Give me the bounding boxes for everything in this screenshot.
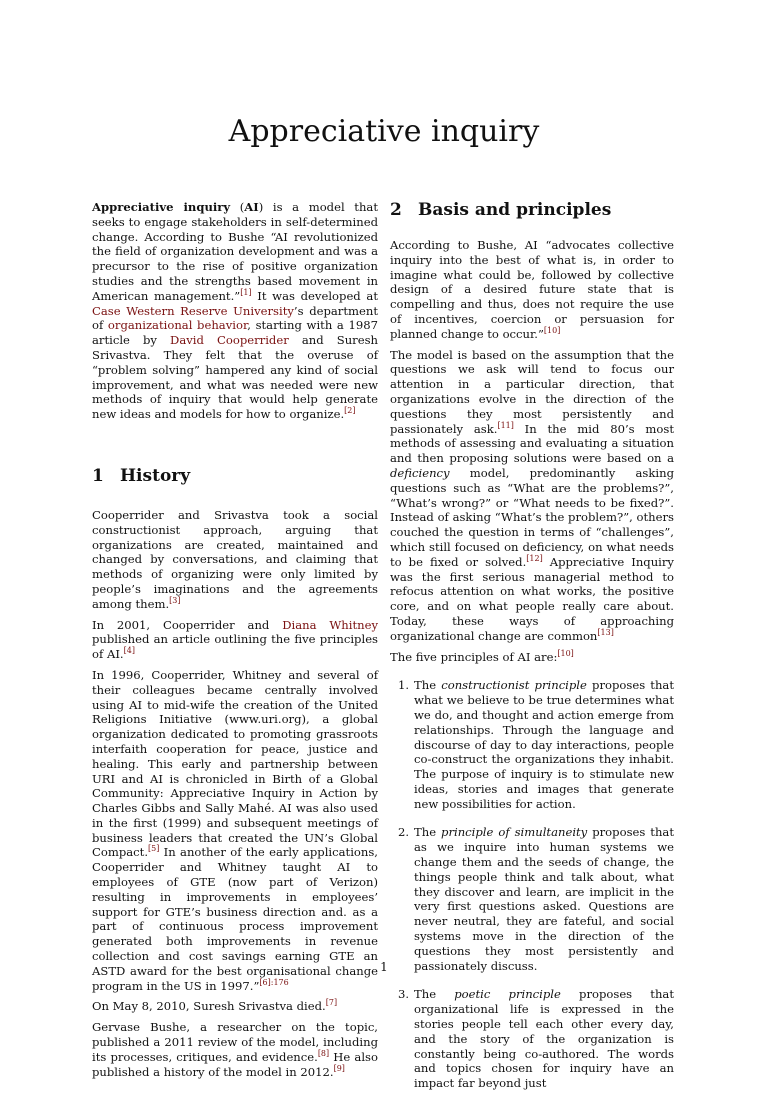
list-item-number: 2. [398, 825, 410, 840]
citation-5[interactable]: [5] [148, 844, 160, 854]
history-paragraph-3 [92, 668, 378, 994]
basis-paragraph-2 [390, 348, 674, 644]
basis-p2-text-2: In the mid 80’s most methods of assessing and evaluating a situation and then proposing solutions were based on a [390, 421, 674, 466]
list-item [390, 987, 674, 1091]
history-paragraph-1 [92, 508, 378, 612]
citation-7[interactable]: [7] [325, 998, 338, 1008]
link-diana-whitney[interactable]: Diana Whitney [282, 617, 379, 632]
basis-number: 2 [390, 200, 402, 220]
basis-p2-emphasis: deficiency [390, 465, 450, 480]
citation-1[interactable]: [1] [240, 287, 252, 297]
left-column [92, 200, 378, 1085]
citation-4[interactable]: [4] [123, 646, 135, 656]
intro-text-5: and Suresh Srivastva. They felt that the overuse of “problem solving” hampered any kind of social improvement, and what was needed were new methods of inquiry that would help generate new ideas and models for how to organize. [92, 333, 378, 422]
list-item-pre: The [414, 825, 442, 840]
citation-6[interactable]: [6]:176 [259, 977, 289, 987]
list-item-number: 1. [398, 678, 410, 693]
list-item-post: proposes that as we inquire into human systems we change them and the seeds of change, the things people think and talk about, what they discover and learn, are implicit in the very first questions asked. Questions are never neutral, they are fateful, and social systems move in the direction of the questions they most persistently and passionately discuss. [414, 825, 674, 973]
page-title: Appreciative inquiry [228, 114, 540, 149]
list-item-text [414, 678, 674, 811]
intro-text-3: ’s department of [92, 303, 378, 333]
page-number: 1 [380, 960, 388, 974]
history-number: 1 [92, 465, 104, 486]
history-paragraph-2 [92, 618, 378, 662]
basis-paragraph-3 [390, 650, 674, 665]
history-p3-text-2: In another of the early applications, Cooperrider and Whitney taught AI to employees of GTE (now part of Verizon) resulting in improvements in employees’ support for GTE’s business direction and. as a part of continuous process improvement generated both improvements in revenue collection and cost savings earning GTE an ASTD award for the best organisational change program in the US in 1997.” [92, 845, 378, 993]
history-p2-text-1: In 2001, Cooperrider and [92, 617, 283, 632]
intro-term: Appreciative inquiry [92, 200, 231, 214]
intro-paragraph: Appreciative inquiry (AI) is a model that seeks to engage stakeholders in self-determined change. According to Bushe “AI revolutionized the field of organization development and was a precursor to the rise of positive organization studies and the strengths based movement in American management.”[1] It was developed at Case Western Reserve University’s department of organizational behavior, starting with a 1987 article by David Cooperrider and Suresh Srivastva. They felt that the overuse of “problem solving” hampered any kind of social improvement, and what was needed were new methods of inquiry that would help generate new ideas and models for how to organize.[2] [92, 200, 378, 422]
basis-p2-text-3: model, predominantly asking questions such as “What are the problems?”, “What’s wrong?” or “What needs to be fixed?”. Instead of asking “What’s the problem?”, others couched the question in terms of “challenges”, which still focused on deficiency, on what needs to be fixed or solved. [390, 465, 674, 569]
principles-list [390, 678, 674, 1091]
history-paragraph-4 [92, 999, 378, 1014]
list-item [390, 825, 674, 973]
citation-11[interactable]: [11] [497, 420, 514, 430]
list-item-text [414, 987, 674, 1091]
history-p1-text: Cooperrider and Srivastva took a social constructionist approach, arguing that organizations are created, maintained and changed by conversations, and claiming that methods of organizing were only limited by people’s imaginations and the agreements among them. [92, 507, 378, 611]
list-item [390, 678, 674, 811]
history-p3-text-1: In 1996, Cooperrider, Whitney and several of their colleagues became centrally involved using AI to mid-wife the creation of the United Religions Initiative (www.uri.org), a global organization dedicated to promoting grassroots interfaith cooperation for peace, justice and healing. This early and partnership between URI and AI is chronicled in Birth of a Global Community: Appreciative Inquiry in Action by Charles Gibbs and Sally Mahé. AI was also used in the first (1999) and subsequent meetings of business leaders that created the UN’s Global Compact. [92, 667, 378, 860]
list-item-term: principle of simultaneity [441, 825, 588, 840]
history-heading [92, 466, 378, 486]
list-item-pre: The [414, 678, 442, 693]
list-item-text [414, 825, 674, 973]
basis-heading [390, 200, 674, 220]
list-item-term: poetic principle [454, 987, 561, 1002]
basis-p2-text-4: Appreciative Inquiry was the first serious managerial method to refocus attention on what works, the positive core, and on what people really care about. Today, these ways of approaching organizational change are common [390, 554, 674, 643]
list-item-pre: The [414, 987, 455, 1002]
link-case-western[interactable]: Case Western Reserve University [92, 303, 294, 318]
intro-text-2: It was developed at [251, 288, 378, 303]
intro-text-1: is a model that seeks to engage stakeholders in self-determined change. According to Bushe “AI revolutionized the field of organization development and was a precursor to the rise of positive organization studies and the strengths based movement in American management.” [92, 200, 378, 303]
history-p2-text-2: published an article outlining the five principles of AI. [92, 632, 378, 662]
citation-2[interactable]: [2] [344, 406, 356, 416]
basis-p2-text-1: The model is based on the assumption that the questions we ask will tend to focus our attention in a particular direction, that organizations evolve in the direction of the questions they most persistently and passionately ask. [390, 347, 674, 436]
list-item-number: 3. [398, 987, 410, 1002]
history-paragraph-5 [92, 1020, 378, 1079]
basis-title: Basis and principles [418, 200, 612, 220]
citation-3[interactable]: [3] [169, 595, 181, 605]
basis-p3-text: The five principles of AI are: [390, 649, 558, 664]
citation-10[interactable]: [10] [543, 325, 561, 335]
intro-abbr: AI [244, 200, 259, 214]
citation-10b[interactable]: [10] [557, 648, 574, 658]
citation-12[interactable]: [12] [526, 553, 543, 563]
history-p5-text-2: He also published a history of the model in 2012. [92, 1049, 378, 1079]
list-item-post: proposes that what we believe to be true determines what we do, and thought and action emerge from relationships. Through the language and discourse of day to day interactions, people co-construct the organizations they inhabit. The purpose of inquiry is to stimulate new ideas, stories and images that generate new possibilities for action. [414, 678, 674, 811]
citation-9[interactable]: [9] [333, 1063, 345, 1073]
history-p5-text-1: Gervase Bushe, a researcher on the topic, published a 2011 review of the model, including its processes, critiques, and evidence. [92, 1020, 378, 1064]
list-item-post: proposes that organizational life is expressed in the stories people tell each other every day, and the story of the organization is constantly being co-authored. The words and topics chosen for inquiry have an impact far beyond just [414, 987, 674, 1091]
citation-8[interactable]: [8] [317, 1048, 330, 1058]
basis-p1-text: According to Bushe, AI “advocates collective inquiry into the best of what is, in order to imagine what could be, followed by collective design of a desired future state that is compelling and thus, does not require the use of incentives, coercion or persuasion for planned change to occur.” [390, 238, 674, 341]
history-title: History [120, 465, 191, 486]
link-organizational-behavior[interactable]: organizational behavior [107, 318, 248, 333]
intro-text-4: , starting with a 1987 article by [92, 318, 378, 348]
link-david-cooperrider[interactable]: David Cooperrider [170, 333, 289, 348]
list-item-term: constructionist principle [441, 678, 587, 693]
history-p4-text: On May 8, 2010, Suresh Srivastva died. [92, 999, 326, 1014]
citation-13[interactable]: [13] [597, 627, 614, 637]
basis-paragraph-1 [390, 238, 674, 342]
